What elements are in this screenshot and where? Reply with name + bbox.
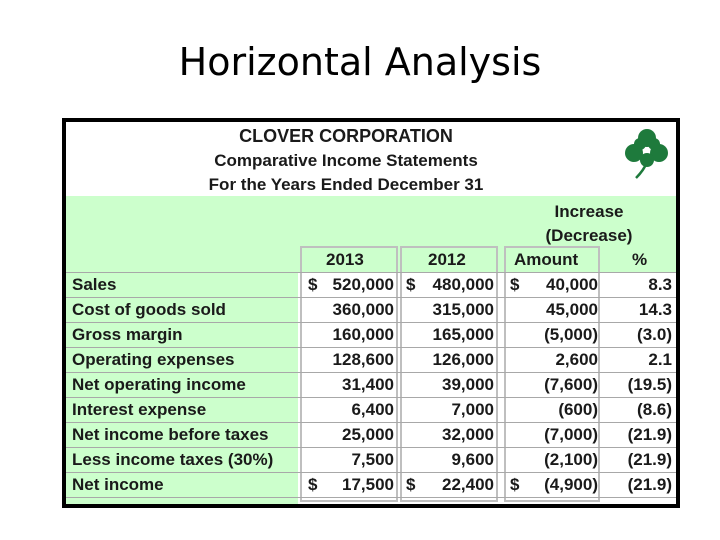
statement-header (66, 122, 676, 196)
row-divider (66, 297, 676, 298)
decrease-label: (Decrease) (545, 226, 633, 245)
change-amount: 45,000 (546, 300, 598, 319)
row-divider (66, 372, 676, 373)
row-divider (66, 347, 676, 348)
change-percent: (21.9) (627, 475, 672, 494)
value-2012: 315,000 (432, 300, 494, 319)
value-2013: 128,600 (332, 350, 394, 369)
dollar-sign: $ (406, 275, 416, 294)
row-label: Cost of goods sold (72, 300, 226, 319)
value-2013: 360,000 (332, 300, 394, 319)
change-amount: 2,600 (555, 350, 598, 369)
change-percent: 8.3 (648, 275, 672, 294)
row-label: Net income (72, 475, 164, 494)
change-percent: (21.9) (627, 450, 672, 469)
change-amount: (4,900) (544, 475, 598, 494)
value-2012: 9,600 (451, 450, 494, 469)
row-label: Sales (72, 275, 117, 294)
row-label: Interest expense (72, 400, 207, 419)
statement-panel (66, 122, 676, 504)
row-label: Gross margin (72, 325, 183, 344)
value-2013: 6,400 (351, 400, 394, 419)
column-header-2012: 2012 (428, 250, 466, 269)
column-header-amount: Amount (514, 250, 579, 269)
statement-period: For the Years Ended December 31 (208, 175, 484, 194)
value-2013: 160,000 (332, 325, 394, 344)
dollar-sign: $ (308, 275, 318, 294)
value-2013: 25,000 (342, 425, 394, 444)
company-name: CLOVER CORPORATION (239, 126, 453, 146)
row-divider (66, 447, 676, 448)
change-amount: 40,000 (546, 275, 598, 294)
row-label: Operating expenses (72, 350, 235, 369)
change-amount: (7,600) (544, 375, 598, 394)
change-amount: (7,000) (544, 425, 598, 444)
value-2012: 39,000 (442, 375, 494, 394)
change-amount: (600) (558, 400, 598, 419)
column-header-percent: % (632, 250, 648, 269)
change-percent: (8.6) (637, 400, 672, 419)
row-divider (66, 497, 676, 498)
value-2013: 31,400 (342, 375, 394, 394)
row-divider (66, 272, 676, 273)
dollar-sign: $ (308, 475, 318, 494)
income-statement-image (62, 118, 680, 508)
shamrock-icon (622, 126, 672, 180)
row-label: Less income taxes (30%) (72, 450, 274, 469)
value-2012: 22,400 (442, 475, 494, 494)
value-2012: 480,000 (432, 275, 494, 294)
row-label: Net income before taxes (72, 425, 269, 444)
value-2012: 126,000 (432, 350, 494, 369)
value-2012: 165,000 (432, 325, 494, 344)
change-percent: (19.5) (627, 375, 672, 394)
statement-subtitle: Comparative Income Statements (214, 151, 478, 170)
value-2013: 7,500 (351, 450, 394, 469)
column-header-2013: 2013 (326, 250, 364, 269)
row-label: Net operating income (72, 375, 246, 394)
value-2012: 7,000 (451, 400, 494, 419)
dollar-sign: $ (406, 475, 416, 494)
change-percent: (21.9) (627, 425, 672, 444)
change-percent: (3.0) (637, 325, 672, 344)
row-divider (66, 422, 676, 423)
change-amount: (5,000) (544, 325, 598, 344)
increase-label: Increase (554, 202, 624, 221)
value-2012: 32,000 (442, 425, 494, 444)
change-percent: 2.1 (648, 350, 672, 369)
dollar-sign: $ (510, 275, 520, 294)
row-divider (66, 472, 676, 473)
dollar-sign: $ (510, 475, 520, 494)
value-2013: 520,000 (332, 275, 394, 294)
value-2013: 17,500 (342, 475, 394, 494)
change-percent: 14.3 (638, 300, 672, 319)
change-amount: (2,100) (544, 450, 598, 469)
row-divider (66, 397, 676, 398)
row-divider (66, 322, 676, 323)
slide-title: Horizontal Analysis (178, 40, 542, 84)
